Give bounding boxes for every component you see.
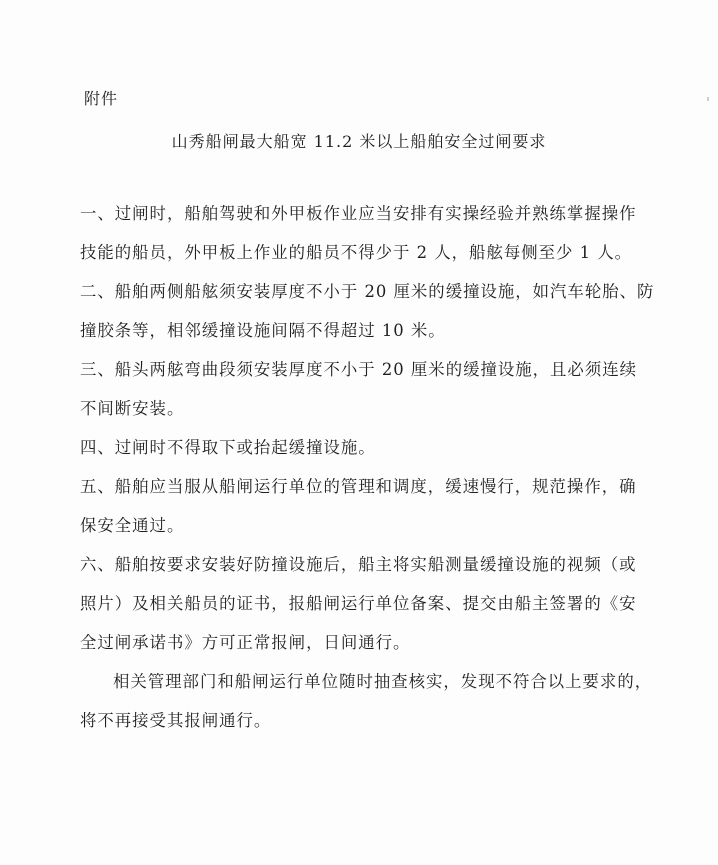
attachment-label: 附件 [84, 89, 119, 108]
clause-1-line-1: 一、过闸时，船舶驾驶和外甲板作业应当安排有实操经验并熟练掌握操作 [80, 204, 637, 223]
closing-paragraph-line-1: 相关管理部门和船闸运行单位随时抽查核实，发现不符合以上要求的， [113, 672, 653, 691]
document-title: 山秀船闸最大船宽 11.2 米以上船舶安全过闸要求 [171, 132, 547, 151]
clause-3-line-1: 三、船头两舷弯曲段须安装厚度不小于 20 厘米的缓撞设施，且必须连续 [80, 360, 637, 379]
clause-3-line-2: 不间断安装。 [80, 399, 185, 418]
clause-1-line-2: 技能的船员，外甲板上作业的船员不得少于 2 人，船舷每侧至少 1 人。 [80, 243, 633, 262]
clause-2-line-2: 撞胶条等，相邻缓撞设施间隔不得超过 10 米。 [80, 321, 446, 340]
clause-2-line-1: 二、船舶两侧船舷须安装厚度不小于 20 厘米的缓撞设施，如汽车轮胎、防 [80, 282, 655, 301]
clause-6-line-1: 六、船舶按要求安装好防撞设施后，船主将实船测量缓撞设施的视频（或 [80, 555, 637, 574]
clause-4-line-1: 四、过闸时不得取下或抬起缓撞设施。 [80, 438, 376, 457]
document-body [80, 194, 655, 740]
scan-mark [707, 97, 709, 101]
clause-6-line-2: 照片）及相关船员的证书，报船闸运行单位备案、提交由船主签署的《安 [80, 594, 637, 613]
clause-6-line-3: 全过闸承诺书》方可正常报闸，日间通行。 [80, 633, 411, 652]
clause-5-line-2: 保安全通过。 [80, 516, 185, 535]
clause-5-line-1: 五、船舶应当服从船闸运行单位的管理和调度，缓速慢行，规范操作，确 [80, 477, 637, 496]
closing-paragraph-line-2: 将不再接受其报闸通行。 [80, 711, 272, 730]
